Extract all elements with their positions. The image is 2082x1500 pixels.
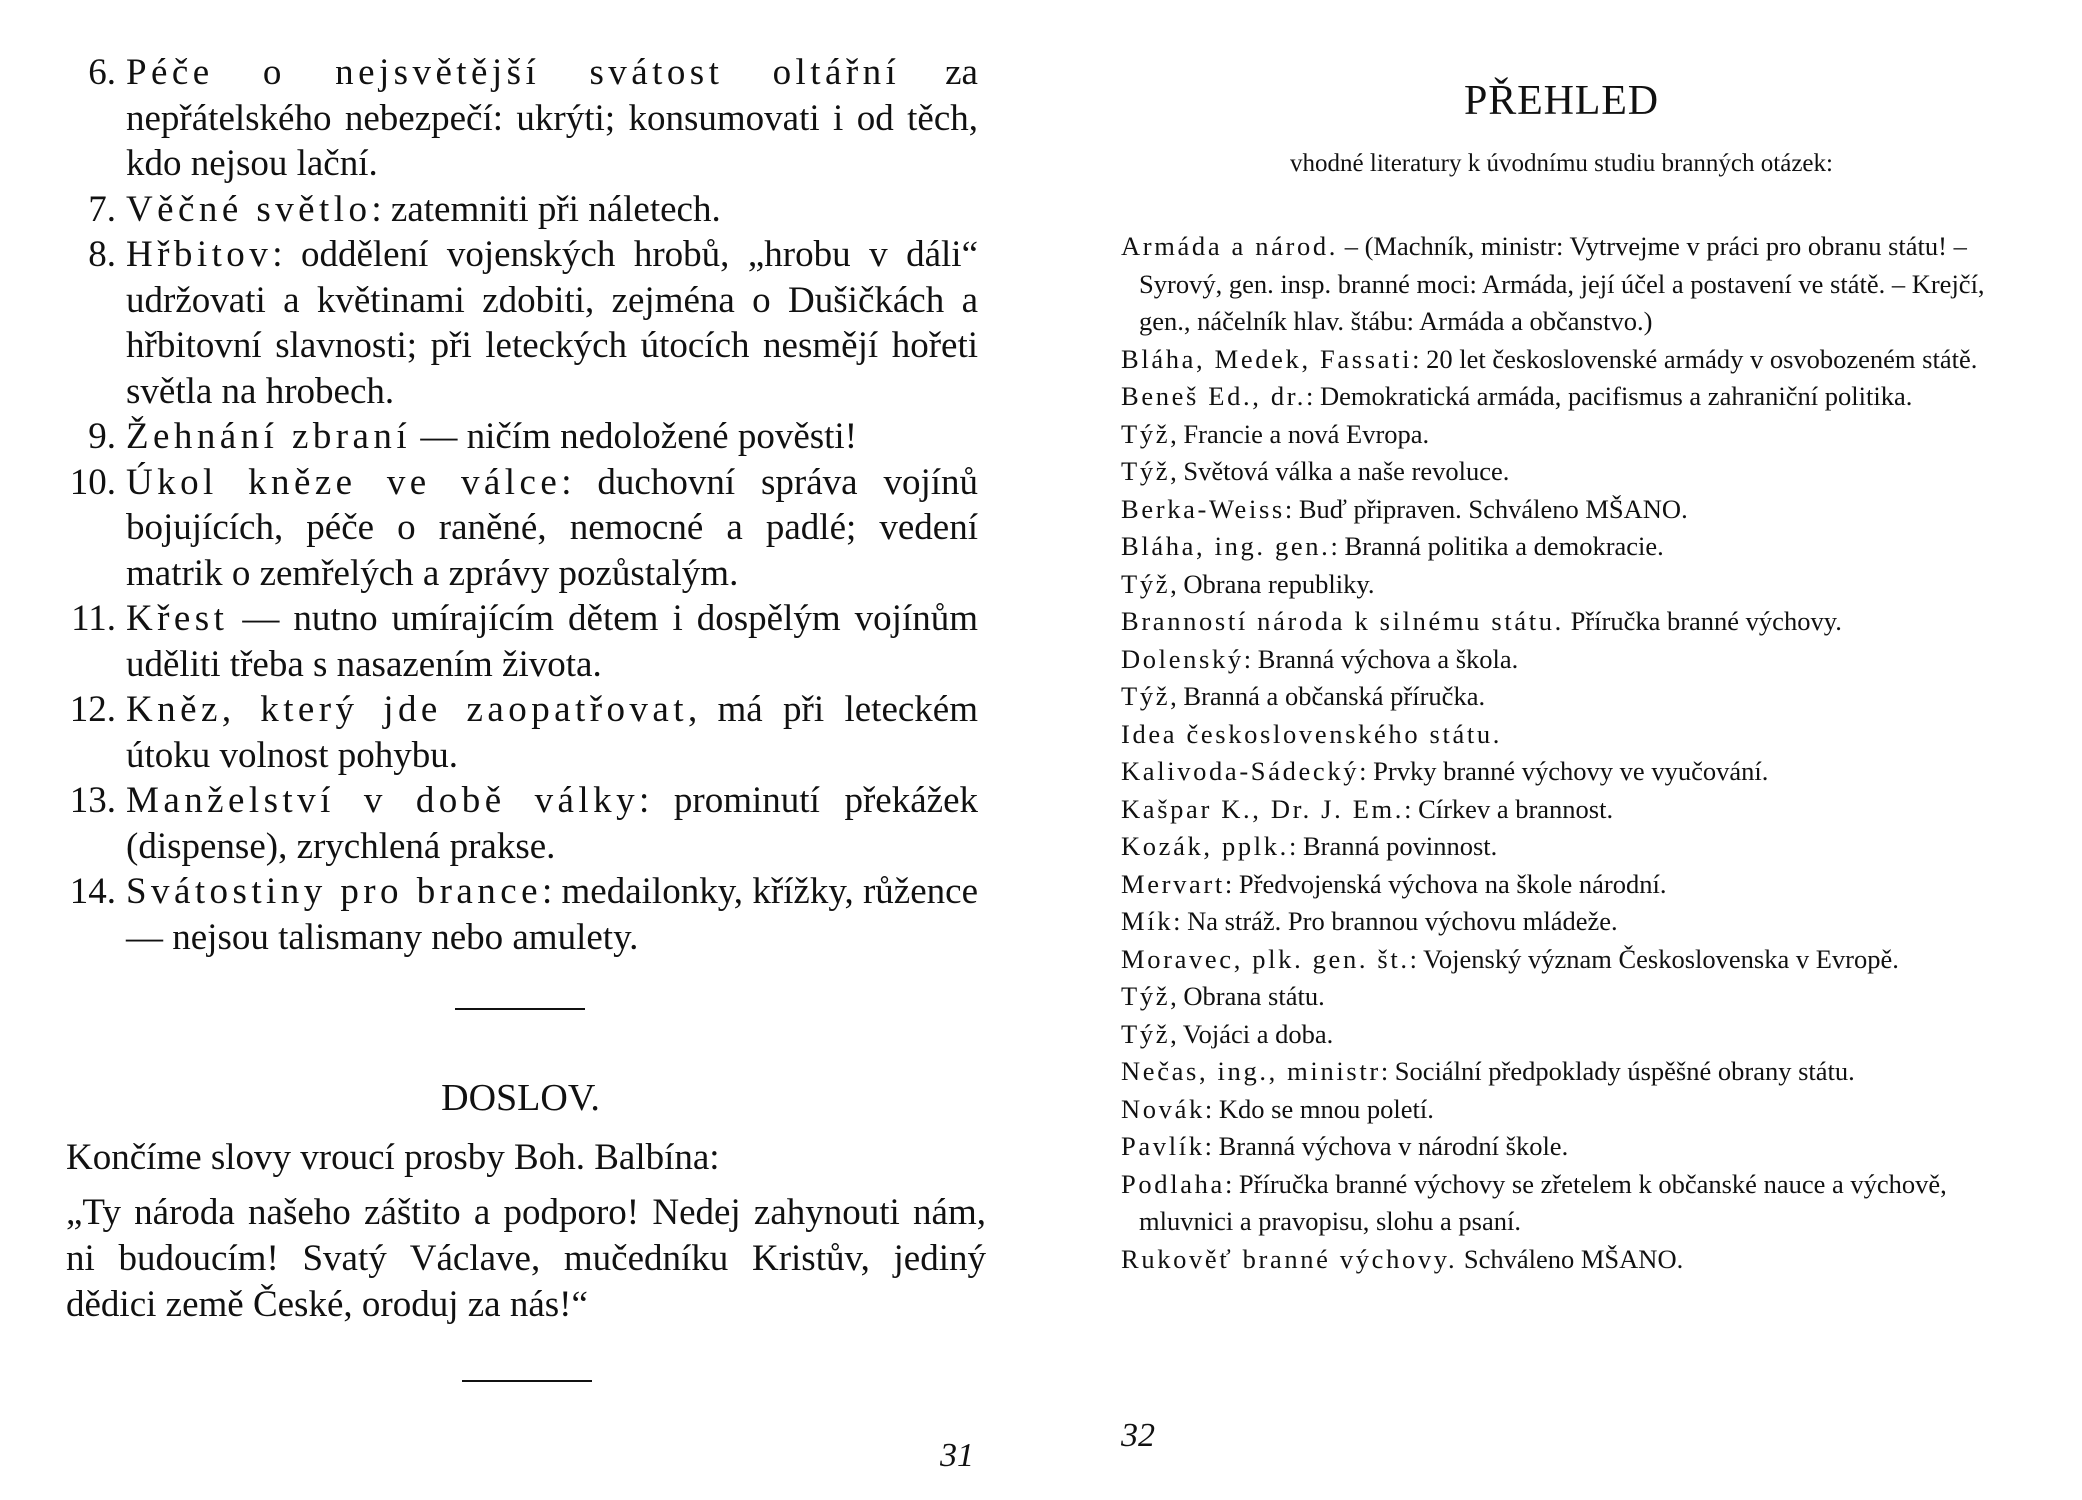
entry-author: Idea československého státu.	[1121, 718, 1503, 749]
item-number: 10.	[69, 461, 116, 503]
entry-text: : Kdo se mnou poletí.	[1204, 1093, 1434, 1124]
entry-author: Podlaha	[1121, 1168, 1225, 1199]
entry-text: : Předvojenská výchova na škole národní.	[1224, 868, 1667, 899]
entry-text: : Na stráž. Pro brannou výchovu mládeže.	[1173, 906, 1618, 936]
entry-author: Mervart	[1121, 868, 1225, 899]
entry-text: : Demokratická armáda, pacifismus a zahraniční politika.	[1306, 381, 1913, 411]
entry-author: Rukověť branné výchovy.	[1121, 1243, 1458, 1274]
list-item	[58, 460, 978, 597]
literature-list	[1121, 228, 2021, 1278]
list-item	[1121, 716, 2021, 754]
entry-author: Bláha, Medek, Fassati	[1121, 343, 1413, 374]
end-divider	[462, 1380, 592, 1382]
item-text: za nepřátelského nebezpečí: ukrýti; konsumovati i od těch, kdo nejsou lační.	[126, 52, 978, 184]
list-item	[58, 414, 978, 460]
entry-author: Týž	[1121, 1018, 1171, 1049]
entry-author: Armáda a národ.	[1121, 231, 1339, 261]
list-item	[1121, 941, 2021, 979]
list-item	[1121, 1166, 2021, 1241]
entry-author: Týž	[1121, 418, 1171, 449]
item-heading: Věčné světlo	[126, 188, 372, 230]
item-heading: Hřbitov	[126, 234, 273, 275]
item-number: 8.	[88, 234, 116, 275]
item-text: , má při leteckém útoku volnost pohybu.	[126, 689, 978, 776]
item-heading: Svátostiny pro brance	[126, 871, 542, 912]
doslov-heading: DOSLOV.	[441, 1077, 600, 1119]
entry-text: : Branná povinnost.	[1288, 831, 1498, 861]
list-item	[1121, 678, 2021, 716]
list-item	[1121, 1091, 2021, 1129]
list-item	[1121, 753, 2021, 791]
item-number: 14.	[69, 871, 116, 912]
entry-author: Beneš Ed., dr.	[1121, 381, 1307, 411]
entry-text: , Francie a nová Evropa.	[1170, 418, 1430, 449]
list-item	[1121, 903, 2021, 941]
list-item	[58, 596, 978, 687]
list-item	[58, 187, 978, 233]
item-text: : medailonky, křížky, růžence — nejsou talismany nebo amulety.	[126, 871, 978, 958]
entry-author: Mík	[1121, 906, 1174, 936]
list-item	[58, 869, 978, 960]
list-item	[1121, 1016, 2021, 1054]
item-text: — ničím nedoložené pověsti!	[411, 416, 858, 457]
item-text: : zatemniti při náletech.	[371, 188, 721, 230]
entry-text: : Vojenský význam Československa v Evropě.	[1409, 943, 1899, 974]
entry-text: – (Machník, ministr: Vytrvejme v práci pro obranu státu! – Syrový, gen. insp. branné moci: Armáda, její účel a postavení ve státě. – Krejčí, gen., náčelník hlav. štábu: Armáda a občanstvo.)	[1139, 231, 1985, 336]
list-item	[1121, 378, 2021, 416]
doslov-intro: Končíme slovy vroucí prosby Boh. Balbína:	[66, 1137, 720, 1178]
entry-author: Dolenský	[1121, 643, 1244, 674]
list-item	[1121, 341, 2021, 379]
page-number-left: 31	[940, 1437, 974, 1474]
entry-text: : Příručka branné výchovy se zřetelem k občanské nauce a výchově, mluvnici a pravopisu, slohu a psaní.	[1139, 1168, 1947, 1236]
entry-author: Berka-Weiss	[1121, 493, 1285, 524]
entry-text: : 20 let československé armády v osvobozeném státě.	[1412, 343, 1978, 374]
entry-author: Kozák, pplk.	[1121, 831, 1289, 861]
item-text: : oddělení vojenských hrobů, „hrobu v dáli“ udržovati a květinami zdobiti, zejména o Dušičkách a hřbitovní slavnosti; při leteckých útocích nesmějí hořeti světla na hrobech.	[126, 234, 978, 412]
right-page	[1041, 0, 2082, 1500]
list-item	[1121, 978, 2021, 1016]
list-item	[1121, 1128, 2021, 1166]
item-text: : prominutí překážek (dispense), zrychlená prakse.	[126, 780, 978, 867]
item-number: 9.	[88, 416, 116, 457]
item-heading: Úkol kněze ve válce	[126, 461, 562, 503]
item-heading: Manželství v době války	[126, 780, 640, 821]
item-number: 7.	[88, 188, 116, 230]
entry-author: Bláha, ing. gen.	[1121, 531, 1331, 561]
item-number: 13.	[69, 780, 116, 821]
entry-author: Moravec, plk. gen. št.	[1121, 943, 1410, 974]
entry-text: , Vojáci a doba.	[1170, 1018, 1334, 1049]
item-heading: Péče o nejsvětější svátost oltářní	[126, 52, 901, 93]
item-heading: Křest	[126, 598, 229, 639]
entry-author: Novák	[1121, 1093, 1205, 1124]
item-number: 11.	[71, 598, 116, 639]
entry-author: Pavlík	[1121, 1131, 1205, 1161]
item-heading: Kněz, který jde zaopatřovat	[126, 689, 688, 730]
prehled-heading: PŘEHLED	[1464, 78, 1659, 124]
list-item	[1121, 528, 2021, 566]
entry-text: : Buď připraven. Schváleno MŠANO.	[1284, 493, 1688, 524]
entry-author: Týž	[1121, 981, 1171, 1011]
item-number: 12.	[69, 689, 116, 730]
list-item	[58, 687, 978, 778]
entry-author: Týž	[1121, 568, 1171, 599]
entry-text: : Sociální předpoklady úspěšné obrany státu.	[1380, 1056, 1855, 1086]
item-heading: Žehnání zbraní	[126, 416, 412, 457]
entry-author: Kalivoda-Sádecký	[1121, 756, 1360, 786]
page-number-right: 32	[1121, 1417, 1155, 1454]
entry-text: , Obrana republiky.	[1170, 568, 1375, 599]
item-text: : duchovní správa vojínů bojujících, péče o raněné, nemocné a padlé; vedení matrik o zemřelých a zprávy pozůstalým.	[126, 461, 978, 594]
doslov-quote: „Ty národa našeho záštito a podporo! Nedej zahynouti nám, ni budoucím! Svatý Václave, mučedníku Kristův, jediný dědici země České, oroduj za nás!“	[66, 1192, 986, 1325]
entry-author: Branností národa k silnému státu.	[1121, 606, 1564, 636]
list-item	[1121, 566, 2021, 604]
entry-text: : Církev a brannost.	[1404, 793, 1614, 824]
entry-author: Týž	[1121, 681, 1171, 711]
entry-text: Schváleno MŠANO.	[1457, 1243, 1684, 1274]
list-item	[1121, 228, 2021, 341]
entry-author: Kašpar K., Dr. J. Em.	[1121, 793, 1405, 824]
list-item	[1121, 603, 2021, 641]
prehled-subtitle: vhodné literatury k úvodnímu studiu branných otázek:	[1290, 150, 1833, 177]
entry-text: Příručka branné výchovy.	[1563, 606, 1842, 636]
list-item	[58, 778, 978, 869]
item-number: 6.	[88, 52, 116, 93]
entry-text: , Obrana státu.	[1170, 981, 1325, 1011]
entry-author: Týž	[1121, 456, 1171, 486]
entry-text: : Branná výchova v národní škole.	[1204, 1131, 1569, 1161]
entry-text: : Branná výchova a škola.	[1243, 643, 1519, 674]
list-item	[1121, 641, 2021, 679]
list-item	[1121, 866, 2021, 904]
list-item	[58, 232, 978, 414]
entry-text: , Branná a občanská příručka.	[1170, 681, 1486, 711]
entry-text: , Světová válka a naše revoluce.	[1170, 456, 1510, 486]
list-item	[1121, 491, 2021, 529]
list-item	[1121, 1241, 2021, 1279]
list-item	[1121, 453, 2021, 491]
list-item	[1121, 416, 2021, 454]
numbered-list	[58, 50, 978, 960]
list-item	[58, 50, 978, 187]
section-divider	[455, 1008, 585, 1010]
entry-author: Nečas, ing., ministr	[1121, 1056, 1381, 1086]
list-item	[1121, 1053, 2021, 1091]
entry-text: : Prvky branné výchovy ve vyučování.	[1359, 756, 1769, 786]
list-item	[1121, 791, 2021, 829]
item-text: — nutno umírajícím dětem i dospělým vojínům uděliti třeba s nasazením života.	[126, 598, 978, 685]
list-item	[1121, 828, 2021, 866]
entry-text: : Branná politika a demokracie.	[1330, 531, 1664, 561]
